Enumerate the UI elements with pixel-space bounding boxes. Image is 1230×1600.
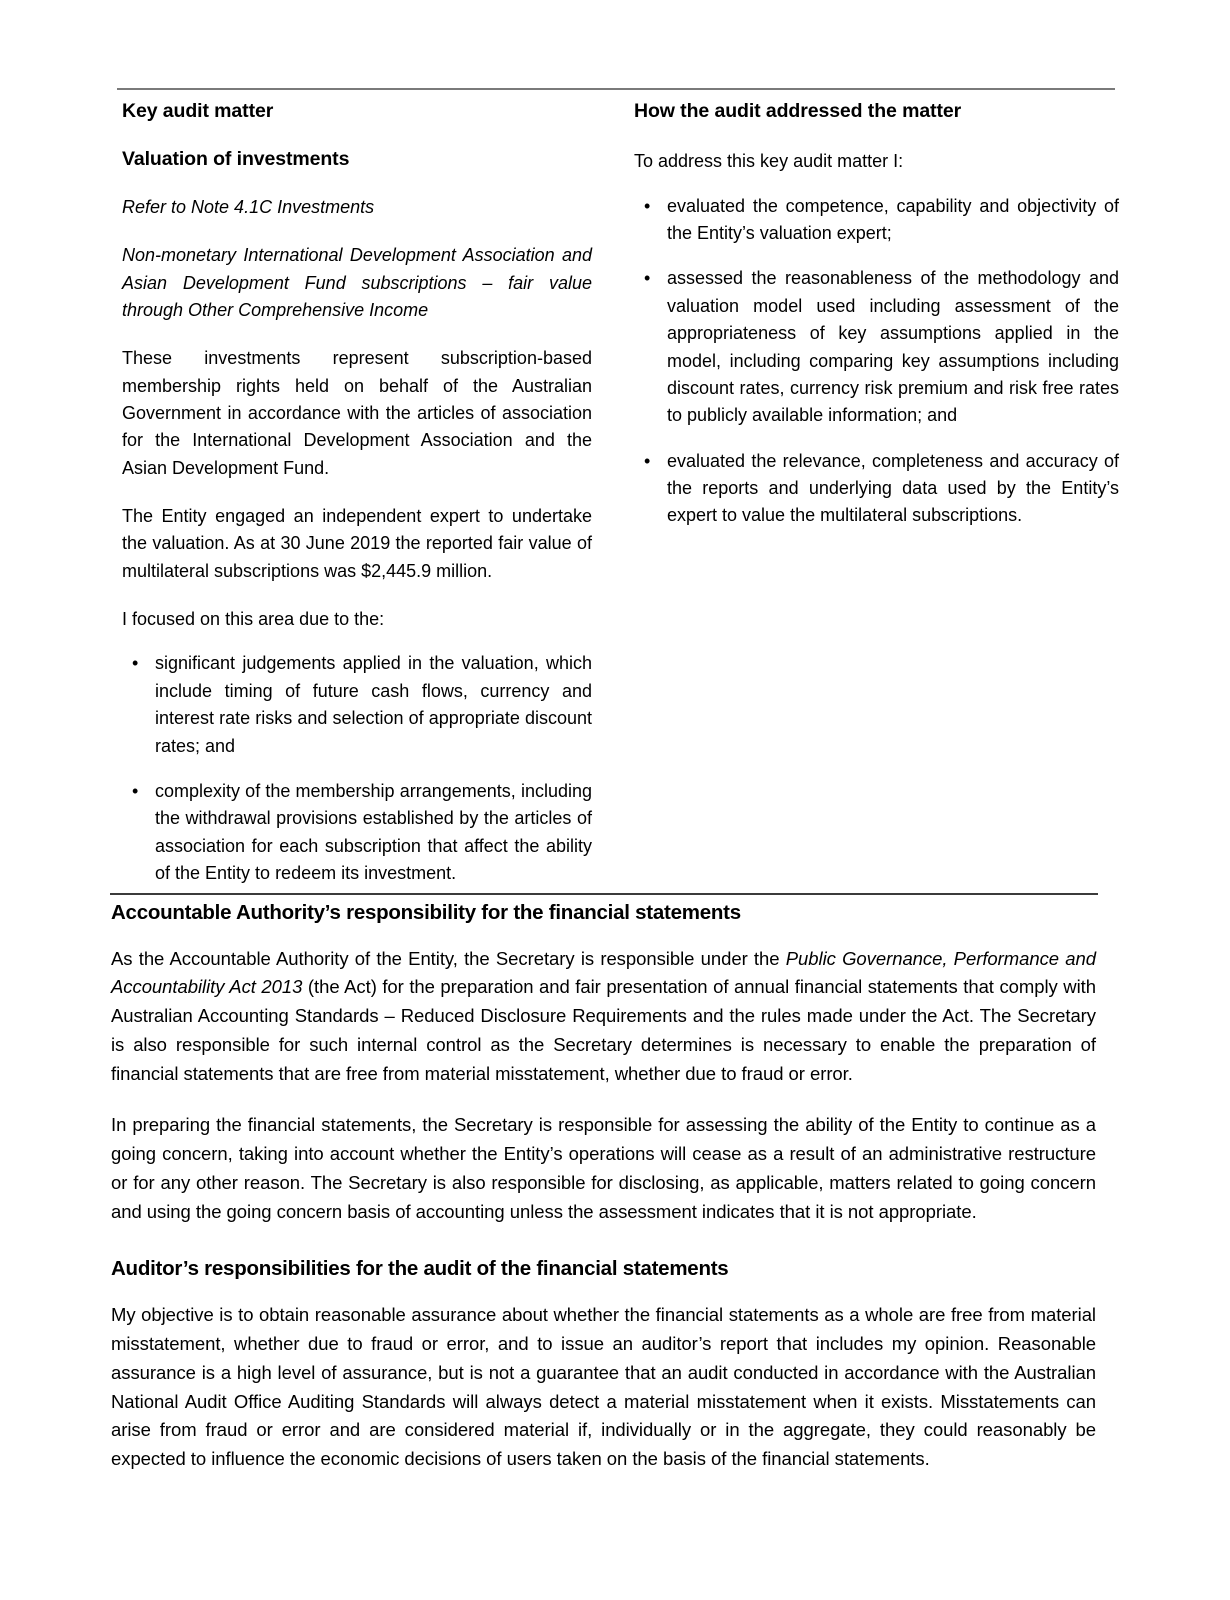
bullet-icon: • [132,653,139,674]
list-item [634,265,1119,429]
kam-right-bullets-lead: To address this key audit matter I: [634,151,904,172]
list-item [122,650,592,759]
list-item [634,448,1119,530]
kam-right-column [634,100,1119,530]
bullet-icon: • [132,780,139,801]
kam-note-reference: Refer to Note 4.1C Investments [122,196,375,217]
kam-left-bullet-list [122,650,592,887]
accountable-authority-paragraph-1: As the Accountable Authority of the Entity, the Secretary is responsible under the Public Governance, Performance and Accountability Act 2013 (the Act) for the preparation and fair presentation of annual financial statements that comply with Australian Accounting Standards – Reduced Disclosure Requirements and the rules made under the Act. The Secretary is also responsible for such internal control as the Secretary determines is necessary to enable the preparation of financial statements that are free from material misstatement, whether due to fraud or error. [111,947,1096,1085]
bullet-icon: • [644,195,651,216]
list-item-label: significant judgements applied in the valuation, which include timing of future cash flows, currency and interest rate risks and selection of appropriate discount rates; and [155,653,592,756]
key-audit-matter-table [0,100,1230,887]
accountable-authority-paragraph-2: In preparing the financial statements, the Secretary is responsible for assessing the ability of the Entity to continue as a going concern, taking into account whether the Entity’s operations will cease as a result of an administrative restructure or for any other reason. The Secretary is also responsible for disclosing, as applicable, matters related to going concern and using the going concern basis of accounting unless the assessment indicates that it is not appropriate. [111,1113,1096,1222]
kam-left-paragraph-1: These investments represent subscription-based membership rights held on behalf of the Australian Government in accordance with the articles of association for the International Development Association and the Asian Development Fund. [122,348,592,478]
kam-table-bottom-rule [110,893,1098,895]
responsibilities-sections [111,900,1096,1474]
kam-right-heading: How the audit addressed the matter [634,100,962,122]
list-item-label: evaluated the relevance, completeness and accuracy of the reports and underlying data used by the Entity’s expert to value the multilateral subscriptions. [667,450,1119,526]
kam-table-top-rule [117,88,1115,90]
bullet-icon: • [644,450,651,471]
kam-italic-intro: Non-monetary International Development Association and Asian Development Fund subscriptions – fair value through Other Comprehensive Income [122,245,592,320]
list-item-label: complexity of the membership arrangements, including the withdrawal provisions established by the articles of association for each subscription that affect the ability of the Entity to redeem its investment. [155,780,592,883]
list-item [122,778,592,887]
list-item [634,193,1119,248]
accountable-authority-heading: Accountable Authority’s responsibility for the financial statements [111,901,741,924]
bullet-icon: • [644,268,651,289]
list-item-label: assessed the reasonableness of the methodology and valuation model used including assessment of the appropriateness of key assumptions applied in the model, including comparing key assumptions including discount rates, currency risk premium and risk free rates to publicly available information; and [667,268,1119,426]
auditor-responsibilities-heading: Auditor’s responsibilities for the audit of the financial statements [111,1257,729,1281]
kam-columns [0,100,1230,887]
kam-right-bullet-list [634,193,1119,530]
kam-left-paragraph-2: The Entity engaged an independent expert to undertake the valuation. As at 30 June 2019 the reported fair value of multilateral subscriptions was $2,445.9 million. [122,506,592,581]
kam-left-column [122,100,592,887]
list-item-label: evaluated the competence, capability and objectivity of the Entity’s valuation expert; [667,195,1119,244]
kam-left-bullets-lead: I focused on this area due to the: [122,609,385,630]
kam-left-heading: Key audit matter [122,100,274,122]
kam-left-subheading: Valuation of investments [122,148,350,171]
auditor-responsibilities-paragraph-1: My objective is to obtain reasonable assurance about whether the financial statements as a whole are free from material misstatement, whether due to fraud or error, and to issue an auditor’s report that includes my opinion. Reasonable assurance is a high level of assurance, but is not a guarantee that an audit conducted in accordance with the Australian National Audit Office Auditing Standards will always detect a material misstatement when it exists. Misstatements can arise from fraud or error and are considered material if, individually or in the aggregate, they could reasonably be expected to influence the economic decisions of users taken on the basis of the financial statements. [111,1303,1096,1470]
